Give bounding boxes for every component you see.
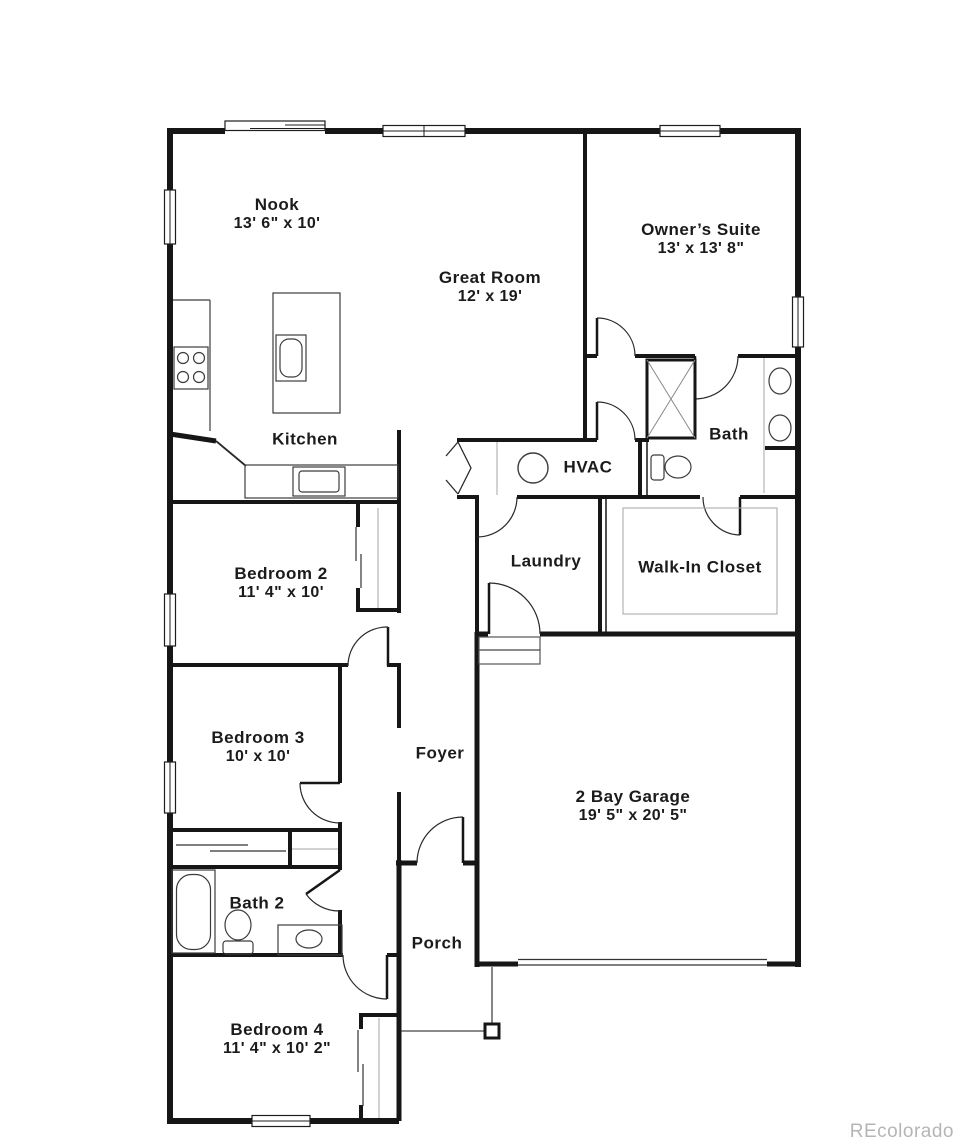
room-name: Bedroom 4 <box>230 1020 324 1039</box>
bifold-door-hvac <box>446 442 471 494</box>
room-name: 2 Bay Garage <box>575 787 691 806</box>
shower <box>647 360 695 438</box>
kitchen-counter <box>173 300 398 498</box>
room-label-garage <box>576 787 691 825</box>
room-name: HVAC <box>563 457 613 477</box>
toilet-icon <box>651 455 691 480</box>
room-label-kitchen <box>272 430 338 449</box>
hvac-unit <box>497 442 548 495</box>
room-name: Owner’s Suite <box>641 220 761 239</box>
room-label-laundry <box>511 552 582 571</box>
watermark: REcolorado <box>849 1121 954 1142</box>
room-label-porch <box>412 934 463 953</box>
corner-pantry-door <box>216 441 246 466</box>
room-name: Bedroom 2 <box>234 564 328 583</box>
double-vanity <box>764 358 791 493</box>
room-label-great-room <box>439 268 541 306</box>
garage-door <box>518 960 767 966</box>
room-dims: 11' 4" x 10' <box>238 584 324 601</box>
room-name: Bedroom 3 <box>211 728 305 747</box>
kitchen-corner-wall <box>170 434 216 441</box>
room-label-bedroom-4 <box>223 1020 331 1058</box>
room-label-hvac <box>564 458 613 477</box>
room-label-bath <box>709 425 749 444</box>
room-dims: 13' x 13' 8" <box>657 240 745 257</box>
room-name: Bath 2 <box>229 893 285 913</box>
garage-steps <box>479 637 540 664</box>
porch-edge <box>401 967 492 1031</box>
kitchen-island <box>273 293 340 413</box>
room-name: Bath <box>709 424 749 444</box>
vanity-2 <box>278 925 342 955</box>
bathtub-icon <box>172 870 215 953</box>
toilet-2-icon <box>223 910 253 954</box>
room-label-nook <box>234 195 321 233</box>
room-label-bedroom-2 <box>234 564 327 602</box>
door-swing-arcs <box>300 318 740 999</box>
exterior-walls-secondary <box>396 632 800 1121</box>
room-dims: 19' 5" x 20' 5" <box>578 807 688 824</box>
room-dims: 13' 6" x 10' <box>233 215 321 232</box>
room-name: Kitchen <box>272 429 338 449</box>
room-name: Foyer <box>415 743 465 763</box>
stove-icon <box>174 347 208 389</box>
room-label-bedroom-3 <box>211 728 304 766</box>
room-name: Laundry <box>510 551 582 571</box>
porch-post <box>485 1024 499 1038</box>
room-label-foyer <box>416 744 465 763</box>
room-label-walk-in-closet <box>638 558 762 577</box>
room-name: Nook <box>254 195 300 214</box>
room-name: Great Room <box>438 268 542 287</box>
room-dims: 12' x 19' <box>457 288 523 305</box>
room-dims: 10' x 10' <box>225 748 291 765</box>
door-leaves <box>300 318 740 999</box>
room-name: Walk-In Closet <box>638 557 762 577</box>
room-name: Porch <box>411 933 463 953</box>
room-label-bath-2 <box>230 894 285 913</box>
closet-shelving <box>292 508 777 1118</box>
room-label-owners-suite <box>641 220 761 258</box>
room-dims: 11' 4" x 10' 2" <box>223 1040 331 1057</box>
nook-window <box>225 121 325 131</box>
